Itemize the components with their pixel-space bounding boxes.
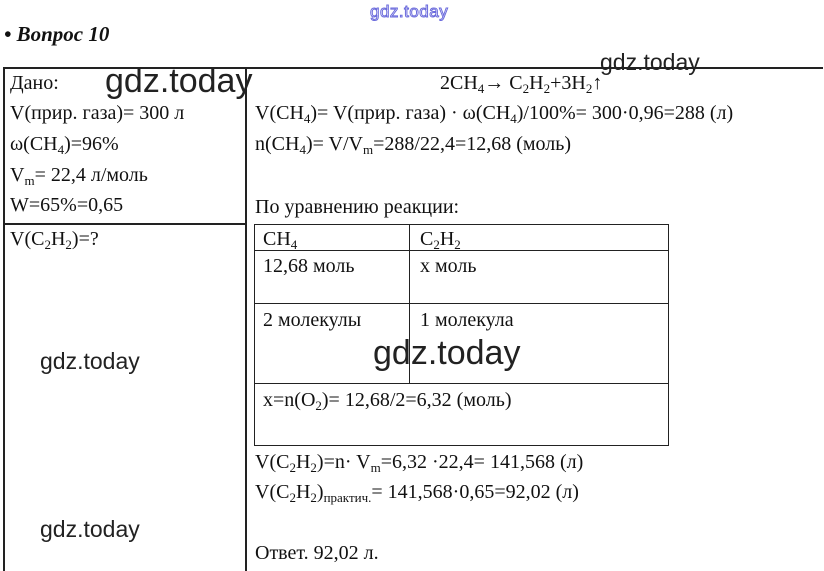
methane-moles-calc: $n(CH_4)= V/V_m=288/22,4=12,68$ (моль) <box>255 133 572 157</box>
answer: Ответ. 92,02 л. <box>255 542 379 564</box>
given-gas-volume: V(прир. газа)= 300 л <box>10 102 185 124</box>
table-x-calc: $x=n(O_2)= 12,68/2=6,32$ (моль) <box>263 389 512 413</box>
table-row2-line <box>254 303 669 304</box>
given-molar-volume: $V_m= 22,4$ л/моль <box>10 164 148 188</box>
given-separator <box>3 223 246 225</box>
methane-volume-calc: $V(CH_4)=$ V(прир. газа) · $\omega(CH_4)/100\%= 300\cdot 0,96=288$ (л) <box>255 102 734 126</box>
watermark-center: gdz.today <box>373 334 521 372</box>
table-right <box>668 224 669 446</box>
given-yield: W=65%=0,65 <box>10 194 124 216</box>
question-heading: • Вопрос 10 <box>4 22 110 46</box>
acetylene-volume-calc: $V(C_2H_2)=n\cdot V_m=6,32 \cdot 22,4= 141,568$ (л) <box>255 451 584 475</box>
table-cell-methane-moles: 12,68 моль <box>263 255 355 277</box>
table-row1-line <box>254 250 669 251</box>
watermark-given: gdz.today <box>105 62 253 100</box>
table-header-methane: $CH_4$ <box>263 228 298 252</box>
practical-volume-calc: $V(C_2H_2)_{практич.}= 141,568\cdot 0,65=92,02$ (л) <box>255 481 579 505</box>
table-cell-methane-molecules: 2 молекулы <box>263 309 362 331</box>
frame-left <box>3 67 5 571</box>
watermark-left-middle: gdz.today <box>40 348 140 374</box>
watermark-top: gdz.today <box>370 2 449 21</box>
table-left <box>254 224 255 446</box>
watermark-left-bottom: gdz.today <box>40 516 140 542</box>
table-bottom <box>254 445 669 446</box>
table-top <box>254 224 669 225</box>
watermark-top-right: gdz.today <box>600 49 700 75</box>
frame-divider <box>245 67 247 571</box>
table-row3-line <box>254 383 669 384</box>
given-methane-fraction: $\omega(CH_4)=96\%$ <box>10 133 119 157</box>
reaction-equation: $2CH_4\to$ $C_2H_2+3H_2↑$ <box>440 72 603 96</box>
table-cell-acetylene-molecules: 1 молекула <box>420 309 514 331</box>
given-title: Дано: <box>10 72 59 94</box>
find-volume: $V(C_2H_2)=$? <box>10 228 99 252</box>
table-cell-acetylene-moles: х моль <box>420 255 477 277</box>
by-reaction-label: По уравнению реакции: <box>255 196 460 218</box>
table-header-acetylene: $C_2H_2$ <box>420 228 461 252</box>
